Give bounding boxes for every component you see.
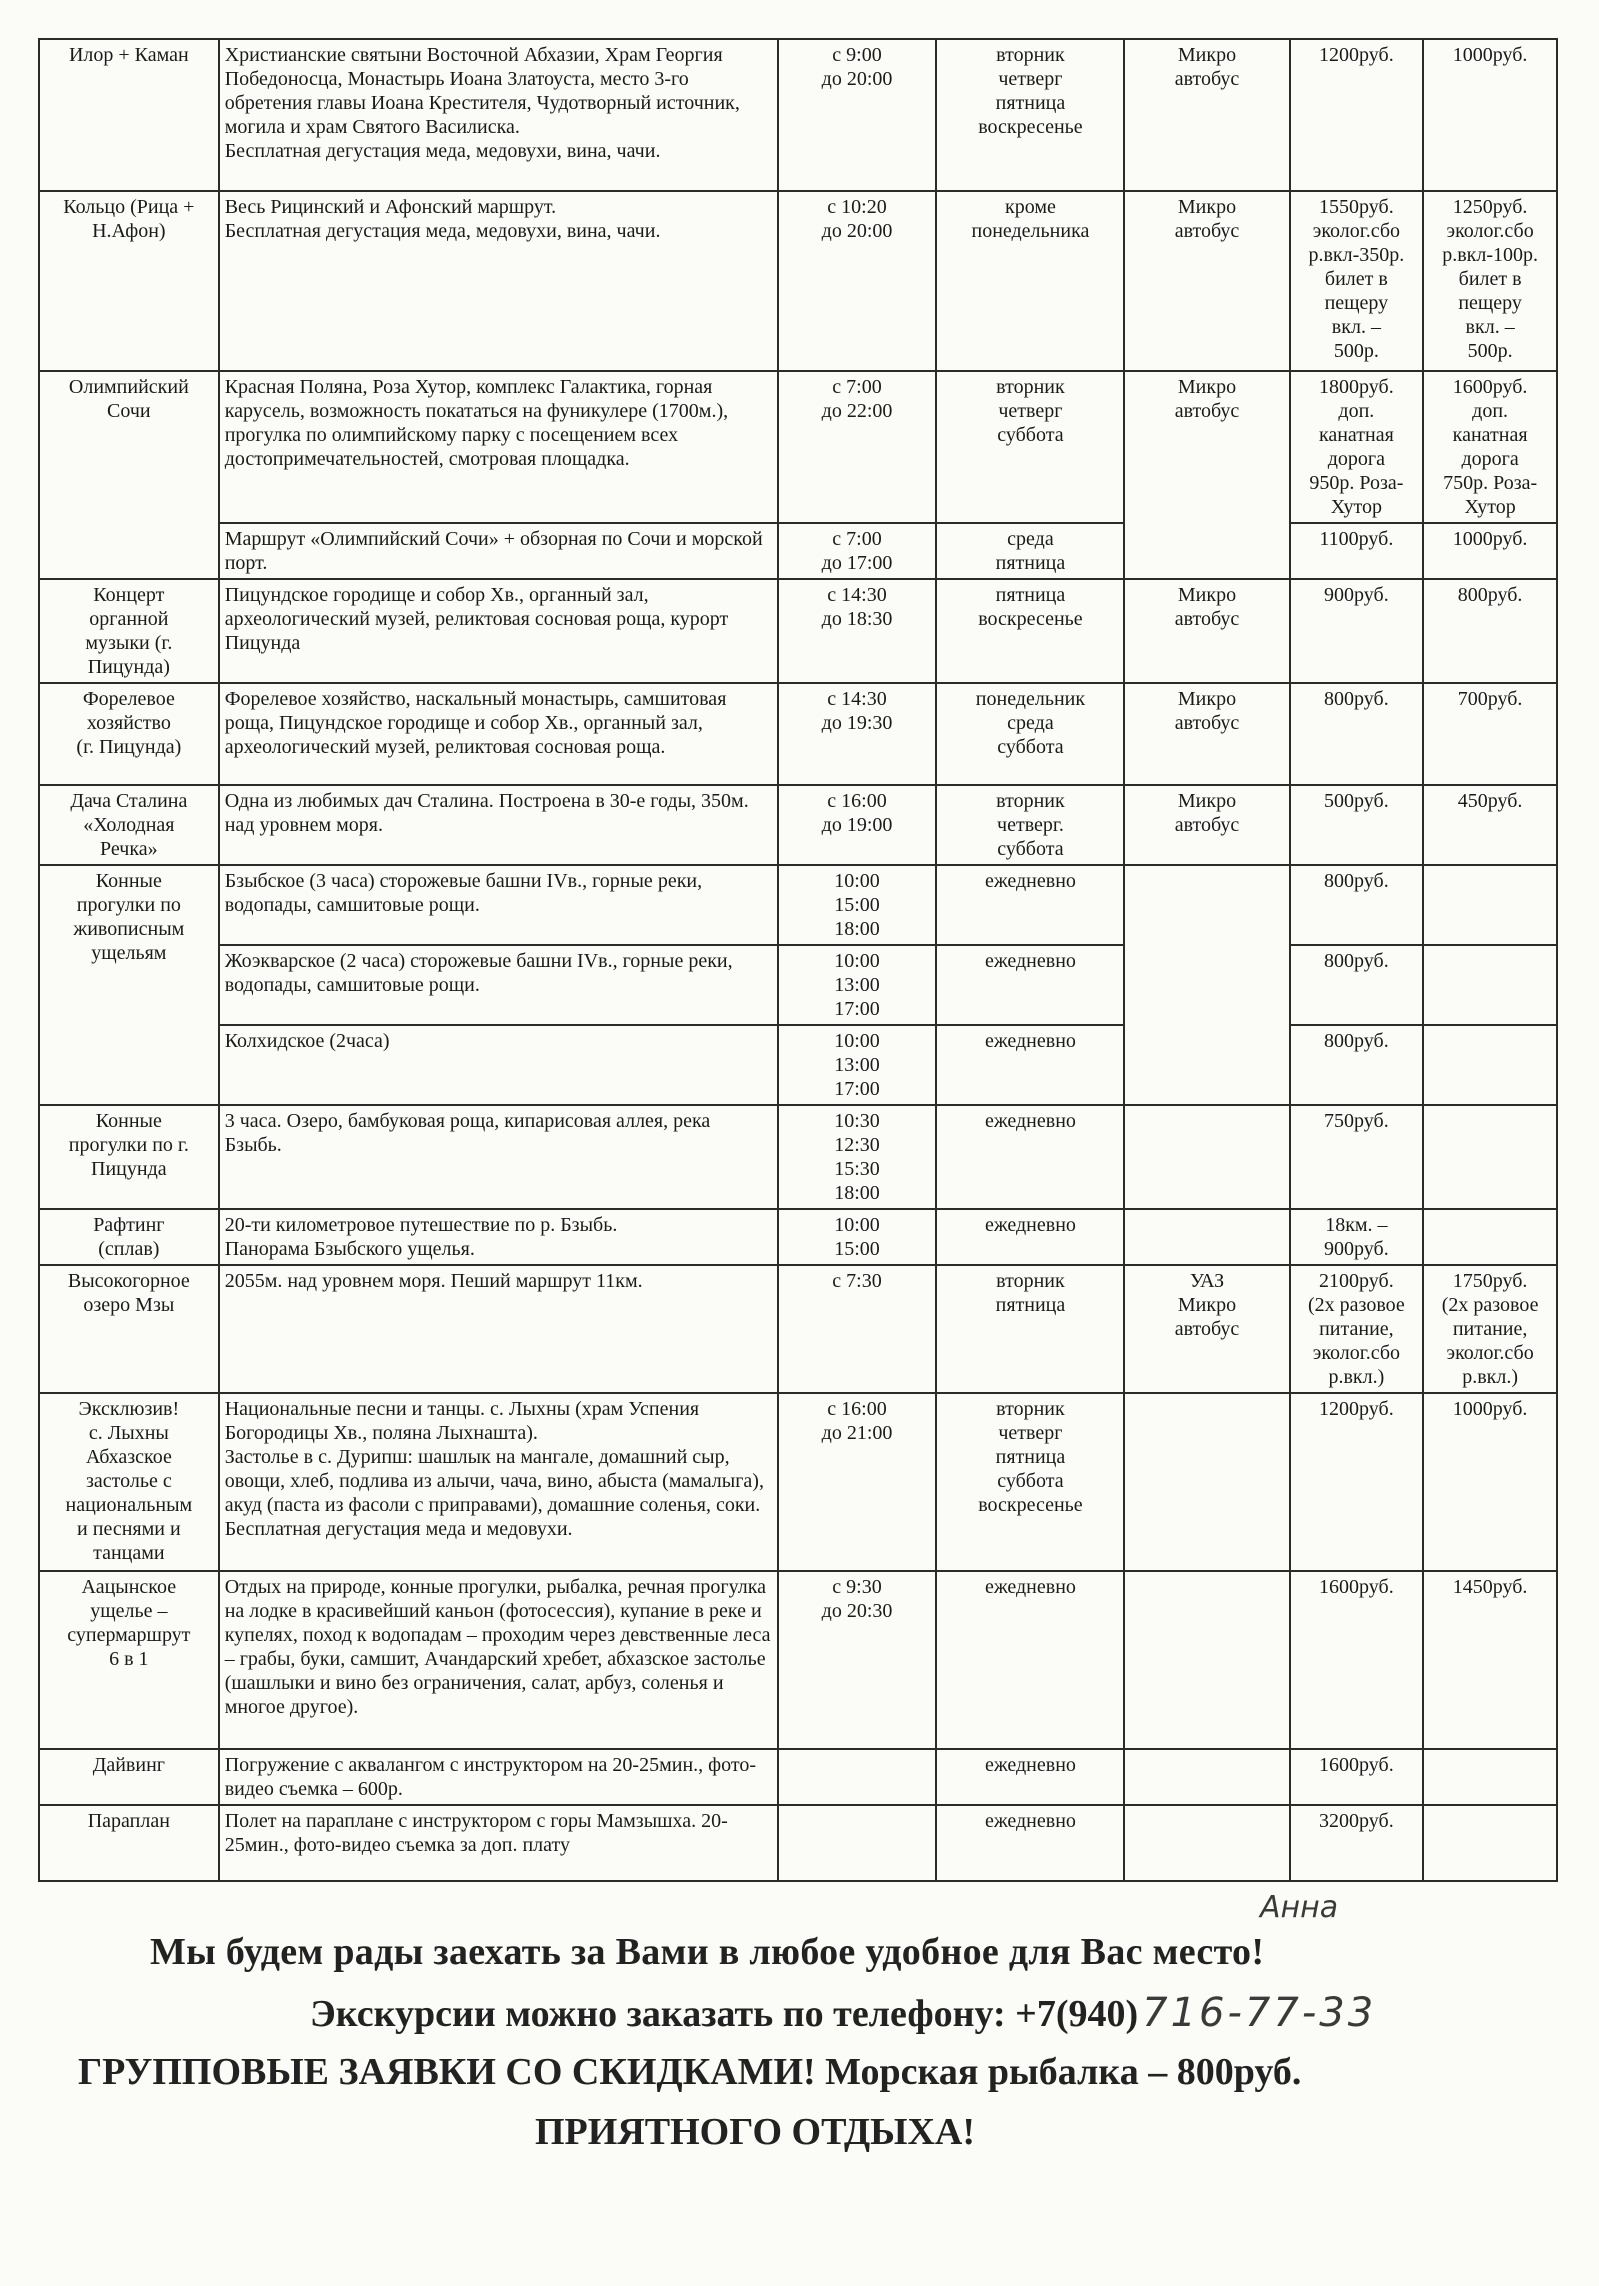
table-row (39, 1393, 1557, 1571)
footer-phone-line (310, 1990, 1376, 2036)
excursion-description: 3 часа. Озеро, бамбуковая роща, кипарисовая аллея, река Бзыбь. (219, 1105, 778, 1209)
excursion-days: вторник четверг пятница воскресенье (936, 39, 1124, 191)
excursion-transport: Микро автобус (1124, 371, 1289, 579)
excursion-description: Полет на параплане с инструктором с горы Мамзышха. 20-25мин., фото-видео съемка за доп. плату (219, 1805, 778, 1881)
price-child: 1450руб. (1423, 1571, 1557, 1749)
excursion-name: Параплан (39, 1805, 219, 1881)
price-child (1423, 865, 1557, 945)
price-adult: 800руб. (1290, 865, 1424, 945)
excursion-time (778, 1749, 937, 1805)
excursion-description: Красная Поляна, Роза Хутор, комплекс Галактика, горная карусель, возможность покататься на фуникулере (1700м.), прогулка по олимпийскому парку с посещением всех достопримечательностей, смотровая площадка. (219, 371, 778, 523)
table-row (39, 371, 1557, 523)
excursion-name: Дача Сталина «Холодная Речка» (39, 785, 219, 865)
excursion-transport (1124, 1393, 1289, 1571)
excursion-description: 20-ти километровое путешествие по р. Бзыбь. Панорама Бзыбского ущелья. (219, 1209, 778, 1265)
table-row (39, 1265, 1557, 1393)
price-child: 700руб. (1423, 683, 1557, 785)
excursion-description: Колхидское (2часа) (219, 1025, 778, 1105)
excursion-days: ежедневно (936, 945, 1124, 1025)
table-row (39, 523, 1557, 579)
excursion-time (778, 1805, 937, 1881)
price-child (1423, 1025, 1557, 1105)
price-child (1423, 1749, 1557, 1805)
price-child (1423, 1805, 1557, 1881)
excursion-time: с 10:20 до 20:00 (778, 191, 937, 371)
price-child: 1000руб. (1423, 523, 1557, 579)
excursion-time: с 14:30 до 18:30 (778, 579, 937, 683)
excursion-transport: Микро автобус (1124, 785, 1289, 865)
excursion-transport (1124, 1209, 1289, 1265)
excursion-transport: Микро автобус (1124, 39, 1289, 191)
excursion-days: ежедневно (936, 1805, 1124, 1881)
table-row (39, 1105, 1557, 1209)
price-adult: 750руб. (1290, 1105, 1424, 1209)
excursion-days: ежедневно (936, 1105, 1124, 1209)
excursion-transport: Микро автобус (1124, 191, 1289, 371)
table-row (39, 191, 1557, 371)
excursion-transport (1124, 1749, 1289, 1805)
excursion-description: Погружение с аквалангом с инструктором на 20-25мин., фото-видео съемка – 600р. (219, 1749, 778, 1805)
footer-farewell-line: ПРИЯТНОГО ОТДЫХА! (535, 2111, 976, 2153)
footer-pickup-line: Мы будем рады заехать за Вами в любое удобное для Вас место! (150, 1931, 1265, 1973)
price-child: 450руб. (1423, 785, 1557, 865)
excursion-name: Дайвинг (39, 1749, 219, 1805)
price-adult: 1600руб. (1290, 1571, 1424, 1749)
excursion-time: с 9:30 до 20:30 (778, 1571, 937, 1749)
excursion-time: с 14:30 до 19:30 (778, 683, 937, 785)
excursion-days: понедельник среда суббота (936, 683, 1124, 785)
price-adult: 800руб. (1290, 1025, 1424, 1105)
excursion-time: 10:00 13:00 17:00 (778, 945, 937, 1025)
excursion-days: вторник четверг пятница суббота воскресенье (936, 1393, 1124, 1571)
table-row (39, 945, 1557, 1025)
excursion-description: 2055м. над уровнем моря. Пеший маршрут 11км. (219, 1265, 778, 1393)
excursion-description: Христианские святыни Восточной Абхазии, Храм Георгия Победоносца, Монастырь Иоана Златоуста, место 3-го обретения главы Иоана Крестителя, Чудотворный источник, могила и храм Святого Василиска. Бесплатная дегустация меда, медовухи, вина, чачи. (219, 39, 778, 191)
price-adult: 500руб. (1290, 785, 1424, 865)
excursion-days: пятница воскресенье (936, 579, 1124, 683)
table-row (39, 1571, 1557, 1749)
excursion-time: 10:00 15:00 18:00 (778, 865, 937, 945)
excursion-transport (1124, 1571, 1289, 1749)
excursion-name: Конные прогулки по живописным ущельям (39, 865, 219, 1105)
excursion-days: среда пятница (936, 523, 1124, 579)
handwritten-phone: 716-77-33 (1142, 1990, 1377, 2036)
excursion-description: Маршрут «Олимпийский Сочи» + обзорная по Сочи и морской порт. (219, 523, 778, 579)
price-child: 1000руб. (1423, 39, 1557, 191)
excursions-table (38, 38, 1558, 1882)
table-row (39, 785, 1557, 865)
excursion-name: Олимпийский Сочи (39, 371, 219, 579)
price-adult: 900руб. (1290, 579, 1424, 683)
table-row (39, 683, 1557, 785)
excursion-time: с 9:00 до 20:00 (778, 39, 937, 191)
excursion-time: с 7:30 (778, 1265, 937, 1393)
excursion-transport: Микро автобус (1124, 683, 1289, 785)
excursion-time: с 7:00 до 17:00 (778, 523, 937, 579)
table-row (39, 1749, 1557, 1805)
table-row (39, 39, 1557, 191)
excursion-transport: Микро автобус (1124, 579, 1289, 683)
excursion-time: 10:00 15:00 (778, 1209, 937, 1265)
excursion-days: ежедневно (936, 1209, 1124, 1265)
price-child: 1600руб. доп. канатная дорога 750р. Роза- Хутор (1423, 371, 1557, 523)
price-adult: 1100руб. (1290, 523, 1424, 579)
price-adult: 1600руб. (1290, 1749, 1424, 1805)
excursion-name: Рафтинг (сплав) (39, 1209, 219, 1265)
excursion-name: Аацынское ущелье – супермаршрут 6 в 1 (39, 1571, 219, 1749)
price-adult: 1200руб. (1290, 39, 1424, 191)
price-child (1423, 1209, 1557, 1265)
excursion-description: Национальные песни и танцы. с. Лыхны (храм Успения Богородицы Хв., поляна Лыхнашта). Застолье в с. Дурипш: шашлык на мангале, домашний сыр, овощи, хлеб, подлива из алычи, чача, вино, абыста (мамалыга), акуд (паста из фасоли с приправами), домашние соленья, соки. Бесплатная дегустация меда и медовухи. (219, 1393, 778, 1571)
excursion-description: Отдых на природе, конные прогулки, рыбалка, речная прогулка на лодке в красивейший каньон (фотосессия), купание в реке и купелях, поход к водопадам – проходим через девственные леса – грабы, буки, самшит, Ачандарский хребет, абхазское застолье (шашлыки и вино без ограничения, салат, арбуз, соленья и многое другое). (219, 1571, 778, 1749)
excursion-days: вторник четверг. суббота (936, 785, 1124, 865)
excursion-name: Илор + Каман (39, 39, 219, 191)
excursion-name: Конные прогулки по г. Пицунда (39, 1105, 219, 1209)
excursion-days: ежедневно (936, 1571, 1124, 1749)
excursion-time: 10:30 12:30 15:30 18:00 (778, 1105, 937, 1209)
excursion-transport (1124, 1805, 1289, 1881)
price-adult: 2100руб. (2х разовое питание, эколог.сбо р.вкл.) (1290, 1265, 1424, 1393)
price-child: 1000руб. (1423, 1393, 1557, 1571)
table-row (39, 579, 1557, 683)
excursion-description: Весь Рицинский и Афонский маршрут. Бесплатная дегустация меда, медовухи, вина, чачи. (219, 191, 778, 371)
excursion-description: Пицундское городище и собор Хв., органный зал, археологический музей, реликтовая сосновая роща, курорт Пицунда (219, 579, 778, 683)
excursion-name: Форелевое хозяйство (г. Пицунда) (39, 683, 219, 785)
table-row (39, 1025, 1557, 1105)
table-row (39, 1805, 1557, 1881)
excursion-time: с 7:00 до 22:00 (778, 371, 937, 523)
price-child (1423, 945, 1557, 1025)
price-adult: 1200руб. (1290, 1393, 1424, 1571)
excursion-time: 10:00 13:00 17:00 (778, 1025, 937, 1105)
excursion-description: Жоэкварское (2 часа) сторожевые башни IVв., горные реки, водопады, самшитовые рощи. (219, 945, 778, 1025)
price-adult: 3200руб. (1290, 1805, 1424, 1881)
price-adult: 800руб. (1290, 945, 1424, 1025)
excursion-description: Бзыбское (3 часа) сторожевые башни IVв., горные реки, водопады, самшитовые рощи. (219, 865, 778, 945)
footer-group-discounts-line: ГРУППОВЫЕ ЗАЯВКИ СО СКИДКАМИ! Морская рыбалка – 800руб. (78, 2051, 1302, 2093)
excursion-description: Одна из любимых дач Сталина. Построена в 30-е годы, 350м. над уровнем моря. (219, 785, 778, 865)
price-adult: 800руб. (1290, 683, 1424, 785)
price-adult: 1550руб. эколог.сбо р.вкл-350р. билет в пещеру вкл. – 500р. (1290, 191, 1424, 371)
excursion-name: Концерт органной музыки (г. Пицунда) (39, 579, 219, 683)
excursion-name: Кольцо (Рица + Н.Афон) (39, 191, 219, 371)
price-adult: 1800руб. доп. канатная дорога 950р. Роза- Хутор (1290, 371, 1424, 523)
excursion-time: с 16:00 до 21:00 (778, 1393, 937, 1571)
price-adult: 18км. – 900руб. (1290, 1209, 1424, 1265)
handwritten-name: Анна (1260, 1890, 1339, 1925)
price-child: 800руб. (1423, 579, 1557, 683)
excursion-time: с 16:00 до 19:00 (778, 785, 937, 865)
excursion-days: ежедневно (936, 865, 1124, 945)
excursion-days: кроме понедельника (936, 191, 1124, 371)
excursion-transport (1124, 1105, 1289, 1209)
excursion-days: ежедневно (936, 1025, 1124, 1105)
table-row (39, 865, 1557, 945)
footer-phone-prefix: Экскурсии можно заказать по телефону: +7(940) (310, 1993, 1139, 2035)
excursion-name: Эксклюзив! с. Лыхны Абхазское застолье с национальным и песнями и танцами (39, 1393, 219, 1571)
price-child: 1750руб. (2х разовое питание, эколог.сбо р.вкл.) (1423, 1265, 1557, 1393)
excursion-days: вторник пятница (936, 1265, 1124, 1393)
excursion-days: ежедневно (936, 1749, 1124, 1805)
table-row (39, 1209, 1557, 1265)
excursion-transport (1124, 865, 1289, 1105)
excursion-description: Форелевое хозяйство, наскальный монастырь, самшитовая роща, Пицундское городище и собор Хв., органный зал, археологический музей, реликтовая сосновая роща. (219, 683, 778, 785)
excursion-transport: УАЗ Микро автобус (1124, 1265, 1289, 1393)
excursion-days: вторник четверг суббота (936, 371, 1124, 523)
excursion-name: Высокогорное озеро Мзы (39, 1265, 219, 1393)
price-child: 1250руб. эколог.сбо р.вкл-100р. билет в пещеру вкл. – 500р. (1423, 191, 1557, 371)
price-child (1423, 1105, 1557, 1209)
